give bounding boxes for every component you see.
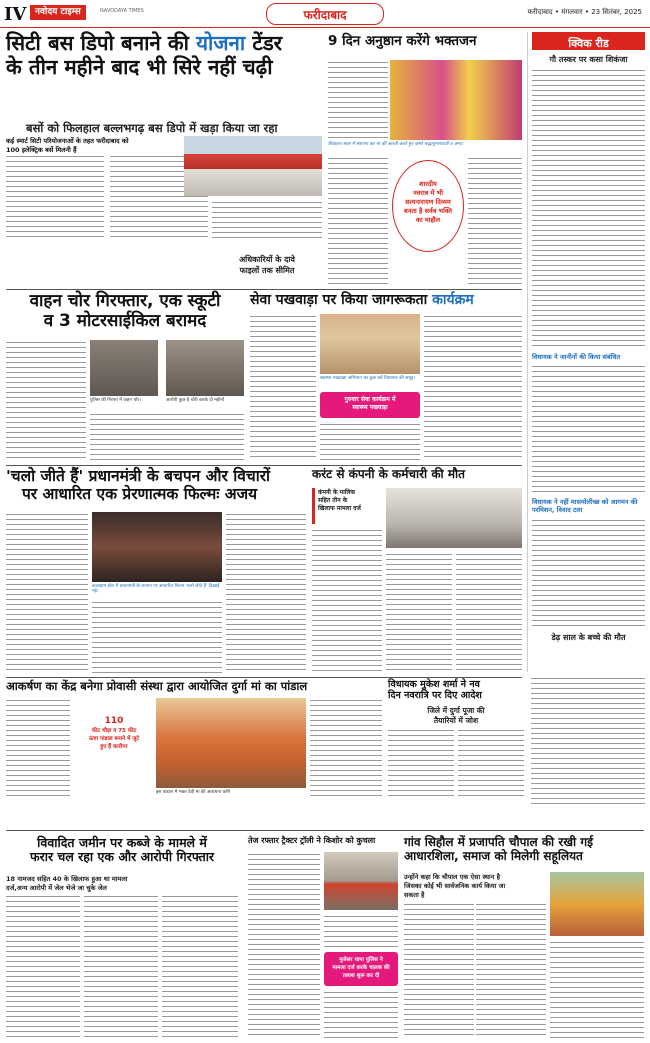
pull-quote-line2: फाइलों तक सीमित [239, 266, 295, 275]
lead-text-col1 [6, 154, 104, 240]
paper-tag: NAVODAYA TIMES [100, 8, 144, 14]
mla-headline [388, 680, 524, 702]
quick-read [527, 32, 645, 672]
page-number: IV [4, 4, 27, 25]
chaupal-text2 [476, 902, 546, 1038]
divider-1 [6, 289, 522, 290]
dateline: फरीदाबाद • मंगलवार • 23 सितंबर, 2025 [527, 8, 642, 16]
mla-sub-line2: तैयारियों में जोश [433, 716, 479, 725]
lead-headline-line1 [6, 32, 322, 56]
land-headline [6, 836, 238, 865]
mla-text [388, 728, 454, 798]
land-bullet-line1: 18 नामजद सहित 40 के खिलाफ हुआ था मामला [6, 875, 128, 883]
qr-item1-text [532, 68, 645, 348]
tractor-banner-line3: तलाश शुरू कर दी [342, 973, 380, 979]
qr-item4-text [531, 676, 645, 806]
mla-headline-line1: विधायक मुकेश शर्मा ने नव [388, 679, 480, 690]
vehicle-photo2 [166, 340, 244, 396]
quick-read-title: क्विक रीड [568, 37, 609, 50]
qr-item1-headline: गौ तस्कर पर कसा शिकंजा [549, 55, 628, 64]
land-text3 [162, 894, 238, 1038]
lead-pull-quote [212, 254, 322, 276]
chaupal-bullet-line1: उन्होंने कहा कि चौपाल एक ऐसा स्थान है [404, 873, 501, 881]
lead-highlight-box [6, 136, 181, 154]
mla-text2 [458, 728, 524, 798]
film-text2 [92, 600, 222, 674]
chaupal-headline-line1: गांव सिहौल में प्रजापति चौपाल की रखी गई [404, 835, 593, 849]
qr-item2-text [532, 364, 645, 494]
navratri-text2 [328, 156, 388, 284]
lead-headline-highlight: योजना [196, 31, 246, 55]
seva-headline-pre: सेवा पखवाड़ा पर किया जागरूकता [250, 292, 433, 308]
current-story [312, 468, 522, 674]
seva-caption: स्वास्थ्य पखवाड़ा अभियान का कुछ करें विधायक की समूह। [320, 376, 416, 381]
durga-caption: इस पांडाल में भक्त देवी मां की आराधना करेंगे [156, 790, 231, 795]
tractor-banner [324, 952, 398, 986]
mla-subhead [388, 706, 524, 726]
seva-story [250, 292, 522, 460]
lead-headline-pre: सिटी बस डिपो बनाने की [6, 31, 197, 55]
callout-line3: ऊंचा पांडाल बनाने में जुटे [88, 736, 140, 742]
seva-banner-line1: गुरुवार सेवा कार्यक्रम में [344, 396, 396, 403]
seva-text3 [424, 314, 522, 460]
current-headline: करंट से कंपनी के कर्मचारी की मौत [312, 467, 465, 481]
current-box-line3: खिलाफ मामला दर्ज [318, 505, 361, 512]
film-headline-line1: 'चलो जीते हैं' प्रधानमंत्री के बचपन और विचारों [6, 467, 271, 485]
seva-banner [320, 392, 420, 418]
section-tab [266, 3, 384, 25]
vehicle-text2 [90, 412, 244, 460]
vehicle-caption2: आरोपी कुछ है चोरी करके दो महीनों [166, 398, 225, 403]
lead-highlight-line2: 100 इलेक्ट्रिक बसें मिलनी हैं [6, 146, 77, 154]
tractor-text [248, 852, 320, 1038]
film-caption: कलाग्राम हॉल में प्रधानमंत्री के बचपन पर आधारित फिल्म 'चलो जीते हैं' दिखाई गई। [92, 584, 220, 595]
vehicle-headline [6, 292, 244, 331]
chaupal-headline [404, 836, 644, 864]
land-text2 [84, 894, 158, 1038]
quote-line5: का माहौल [415, 216, 441, 224]
land-bullet-line2: दर्ज,अन्य आरोपी में जेल भेजे जा चुके जेल [6, 884, 107, 892]
seva-text [250, 314, 316, 460]
paper-name [30, 5, 86, 20]
vehicle-text [6, 340, 86, 460]
current-text [312, 528, 382, 674]
qr-item3-headline: विधायक ने नहीं मासमोलीच्छ को आगमन की परमिशन, विवाद टला [532, 498, 638, 515]
masthead-rule [0, 27, 650, 28]
lead-headline [6, 32, 322, 79]
current-text3 [456, 552, 522, 674]
film-headline [6, 468, 306, 504]
tractor-headline: तेज रफ्तार ट्रैक्टर ट्रॉली ने किशोर को कुचला [248, 836, 376, 845]
chaupal-text [404, 902, 474, 1038]
seva-text2 [320, 422, 420, 460]
quick-read-title-bar [532, 32, 645, 50]
durga-story [6, 680, 382, 798]
current-text2 [386, 552, 452, 674]
film-text3 [226, 512, 306, 674]
navratri-photo [390, 60, 522, 140]
vehicle-photo [90, 340, 158, 396]
navratri-story [328, 34, 522, 284]
chaupal-photo [550, 872, 644, 936]
land-headline-line2: फरार चल रहा एक और आरोपी गिरफ्तार [29, 849, 215, 865]
land-headline-line1: विवादित जमीन पर कब्जे के मामले में [37, 835, 207, 850]
pull-quote-line1: अधिकारियों के दावे [239, 255, 295, 264]
lead-subhead: बसों को फिलहाल बल्लभगढ़ बस डिपो में खड़ा किया जा रहा [26, 121, 278, 135]
quote-line1: शारदीय [419, 180, 437, 188]
navratri-headline: 9 दिन अनुष्ठान करेंगे भक्तजन [328, 33, 477, 49]
current-box [312, 488, 382, 524]
chaupal-headline-line2: आधारशिला, समाज को मिलेगी सहूलियत [404, 848, 583, 863]
navratri-caption: शिवालय स्थल में स्थापना कर मां की आरती करते हुए कमरे श्रद्धालुगणराजी व अन्य। [328, 142, 463, 147]
chaupal-story [404, 836, 644, 1038]
callout-line2: फीट चौड़ा व 75 फीट [91, 728, 137, 734]
vehicle-story [6, 292, 244, 460]
tractor-text2 [324, 914, 398, 948]
durga-pandal-photo [156, 698, 306, 788]
divider-4 [6, 830, 644, 831]
durga-text2 [310, 698, 382, 798]
vehicle-caption1: पुलिस की गिरफ्त में वाहन चोर। [90, 398, 141, 403]
lead-highlight-line1: कई स्मार्ट सिटी परियोजनाओं के तहत फरीदाबाद को [6, 137, 129, 145]
chaupal-bullet-line2: जिसका कोई भी सार्वजनिक कार्य किया जा [404, 882, 506, 890]
current-photo [386, 488, 522, 548]
chaupal-bullet [404, 872, 544, 899]
lead-bus-photo [184, 136, 322, 196]
seva-headline [250, 292, 522, 308]
tractor-photo [324, 852, 398, 910]
mla-sub-line1: जिले में दुर्गा पूजा की [427, 706, 485, 715]
divider-3 [6, 677, 522, 678]
callout-line4: हुए हैं कारीगर [100, 744, 128, 750]
lead-story [6, 31, 322, 275]
lead-headline-line2: के तीन महीने बाद भी सिरे नहीं चढ़ी [6, 54, 273, 79]
masthead [0, 0, 650, 30]
durga-callout [72, 716, 156, 762]
film-text [6, 512, 88, 674]
qr-item2-headline: विधायक ने जानीनों की किया संबंधित [532, 353, 621, 361]
seva-headline-highlight: कार्यक्रम [432, 292, 474, 308]
durga-text [6, 698, 70, 798]
paper-name-text: नवोदय टाइम्स [35, 7, 81, 17]
film-headline-line2: पर आधारित एक प्रेरणात्मक फिल्मः अजय [22, 484, 258, 503]
navratri-quote-box [392, 160, 464, 252]
tractor-story [248, 836, 398, 1038]
tractor-banner-line1: मुजेसर थाना पुलिस ने [339, 957, 383, 963]
quote-line4: बनता है सर्वत्र भक्ति [404, 207, 452, 215]
tractor-text3 [324, 990, 398, 1038]
qr-item3-text [532, 518, 645, 628]
section-title: फरीदाबाद [303, 8, 347, 22]
tractor-banner-line2: मामला दर्ज करके चालक की [332, 965, 390, 971]
land-bullet [6, 874, 238, 892]
vehicle-headline-line1: वाहन चोर गिरफ्तार, एक स्कूटी [29, 291, 221, 311]
current-box-line2: सहित तीन के [318, 497, 348, 504]
mla-headline-line2: दिन नवरात्रि पर दिए आदेश [388, 689, 482, 701]
quote-line3: सत्यनारायण दिव्यम [405, 198, 451, 206]
lead-headline-post: टेंडर [245, 31, 283, 55]
land-story [6, 836, 238, 1038]
chaupal-bullet-line3: सकता है [404, 891, 425, 899]
quote-line2: नवरात्र में भी [413, 189, 443, 197]
mla-story [388, 680, 524, 798]
film-story [6, 468, 306, 674]
durga-headline: आकर्षण का केंद्र बनेगा प्रोवासी संस्था द्वारा आयोजित दुर्गा मां का पांडाल [6, 679, 308, 693]
seva-banner-line2: स्वास्थ्य पखवाड़ा [352, 404, 388, 411]
current-box-line1: कंपनी के मालिक [318, 489, 356, 496]
chaupal-text3 [550, 940, 644, 1038]
vehicle-headline-line2: व 3 मोटरसाईकिल बरामद [43, 310, 207, 331]
navratri-text3 [468, 156, 522, 284]
qr-item4-headline: डेढ़ साल के बच्चे की मौत [551, 632, 626, 642]
seva-photo [320, 314, 420, 374]
land-text [6, 894, 80, 1038]
navratri-text [328, 60, 388, 140]
lead-text-col3 [212, 200, 322, 240]
callout-line1: 110 [104, 716, 124, 726]
film-photo [92, 512, 222, 582]
divider-2 [6, 465, 522, 466]
